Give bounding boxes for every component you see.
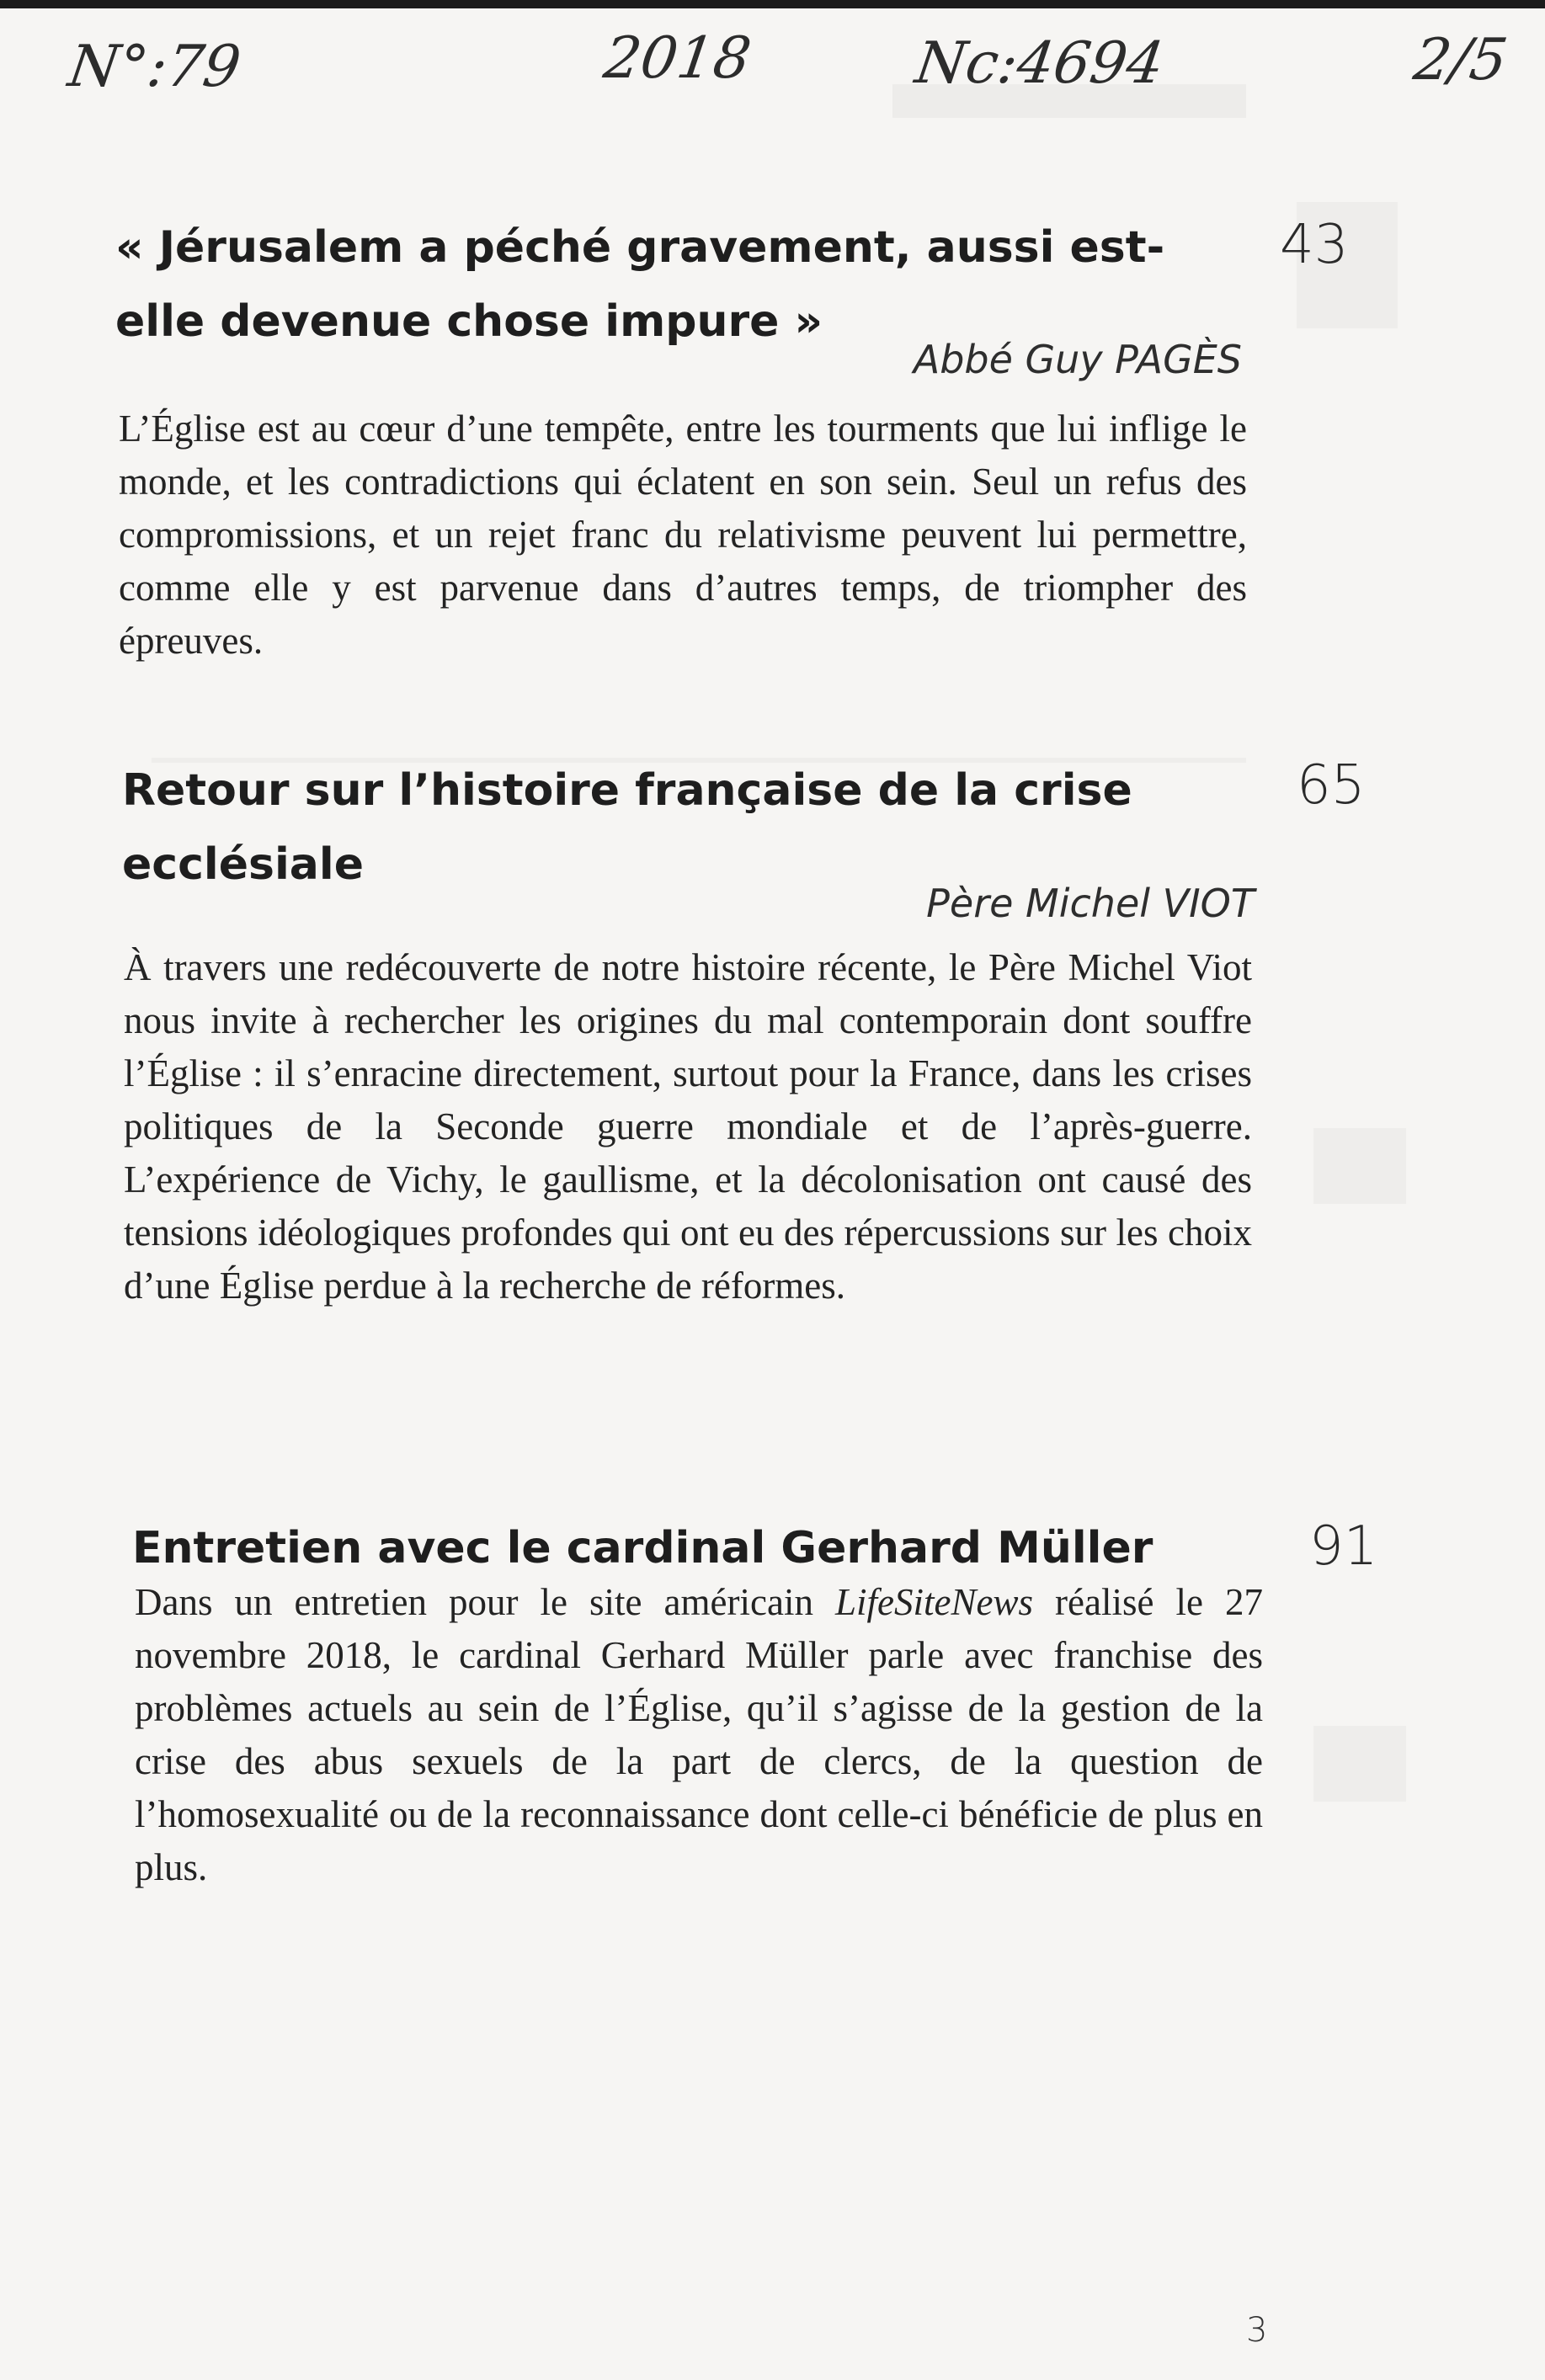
page-folio: 3 [1246, 2311, 1268, 2350]
article-2-title: Retour sur l’histoire française de la crise ecclésiale [122, 765, 1132, 890]
article-1-title: « Jérusalem a péché gravement, aussi est-elle devenue chose impure » [115, 222, 1165, 347]
handwritten-reference: Nc:4694 [911, 30, 1169, 97]
article-3-page-number: 91 [1309, 1515, 1378, 1578]
article-3-summary-start: Dans un entretien pour le site américain [135, 1581, 835, 1623]
article-3-summary-source: LifeSiteNews [834, 1581, 1033, 1623]
show-through-block-4 [1313, 1128, 1406, 1204]
handwritten-year: 2018 [599, 25, 755, 92]
handwritten-fraction: 2/5 [1409, 27, 1511, 93]
handwritten-number: N°:79 [64, 34, 245, 100]
article-1-author: Abbé Guy PAGÈS [913, 337, 1242, 382]
article-2-author: Père Michel VIOT [926, 881, 1255, 926]
article-1-page-number: 43 [1280, 214, 1349, 276]
scan-top-edge [0, 0, 1545, 8]
article-2-summary: À travers une redécouverte de notre histoire récente, le Père Michel Viot nous invite à rechercher les origines du mal contemporain dont souffre l’Église : il s’enracine directement, surtout pour la France, dans les crises politiques de la Seconde guerre mondiale et de l’après-guerre. L’expérience de Vichy, le gaullisme, et la décolonisation ont causé des tensions idéologiques profondes qui ont eu des répercussions sur les choix d’une Église perdue à la recherche de réformes. [124, 946, 1252, 1307]
article-3-summary [135, 1576, 1263, 1894]
article-3-title: Entretien avec le cardinal Gerhard Müller [132, 1523, 1153, 1573]
article-3-summary-end: réalisé le 27 novembre 2018, le cardinal Gerhard Müller parle avec franchise des problèmes actuels au sein de l’Église, qu’il s’agisse de la gestion de la crise des abus sexuels de la part de clercs, de la question de l’homosexualité ou de la reconnaissance dont celle-ci bénéficie de plus en plus. [135, 1581, 1263, 1888]
article-1-summary: L’Église est au cœur d’une tempête, entre les tourments que lui inflige le monde, et les contradictions qui éclatent en son sein. Seul un refus des compromissions, et un rejet franc du relativisme peuvent lui permettre, comme elle y est parvenue dans d’autres temps, de triompher des épreuves. [119, 407, 1247, 662]
show-through-block-5 [1313, 1726, 1406, 1802]
article-2-page-number: 65 [1297, 754, 1366, 817]
